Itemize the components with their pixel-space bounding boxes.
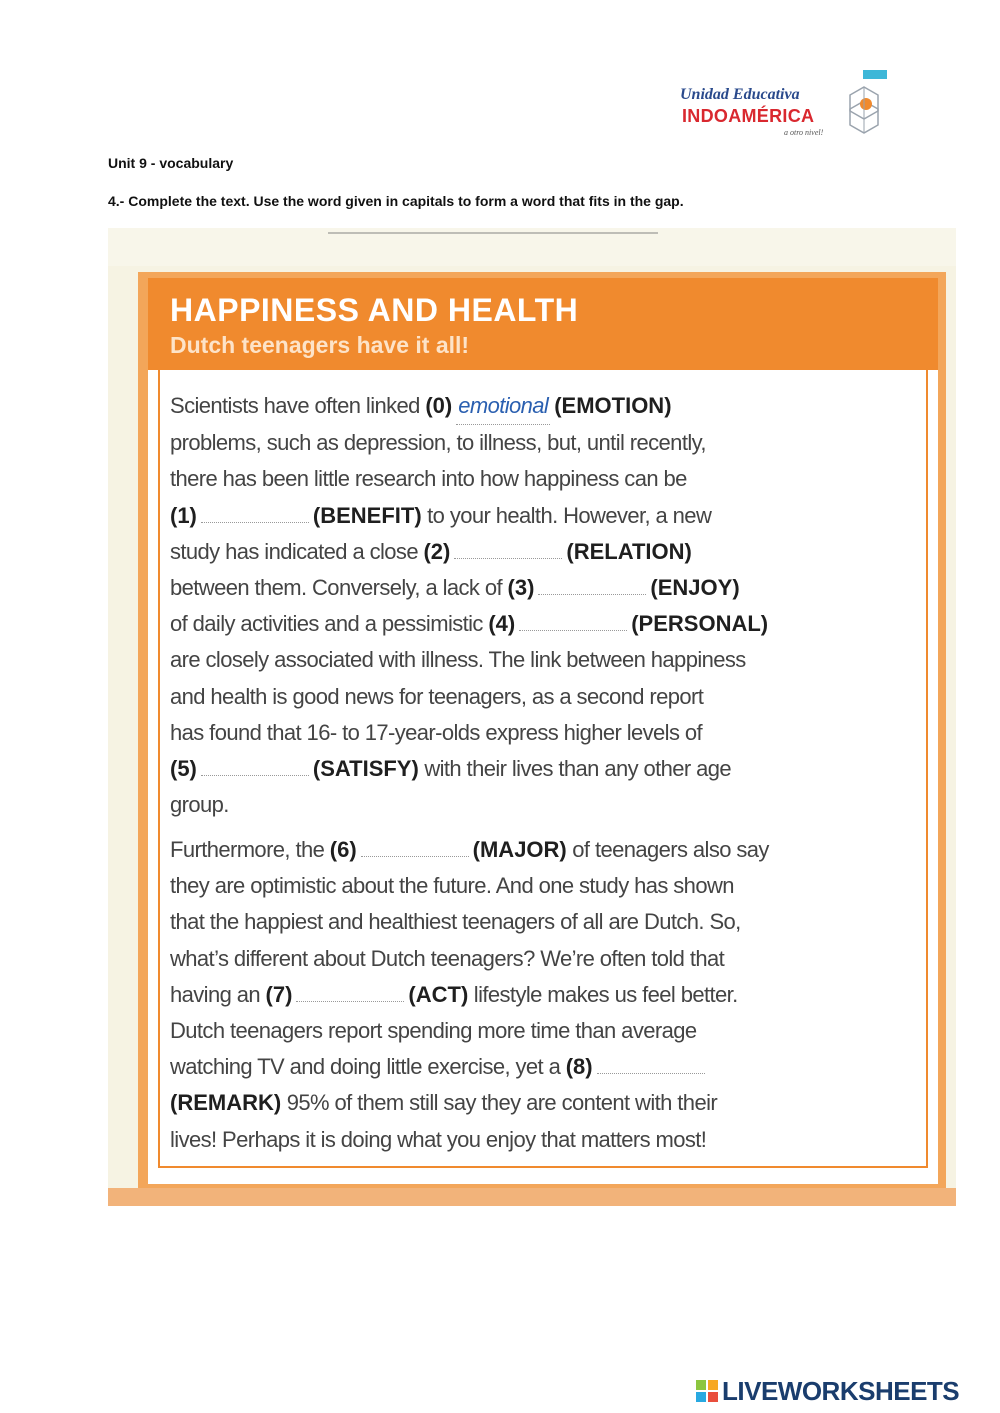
cue-word-5: (SATISFY) xyxy=(312,756,419,782)
gap-5-input[interactable] xyxy=(201,757,309,776)
gap-7-input[interactable] xyxy=(296,983,404,1002)
unit-title: Unit 9 - vocabulary xyxy=(108,155,234,171)
gap-6-input[interactable] xyxy=(361,838,469,857)
textbook-excerpt xyxy=(108,228,956,1206)
article-subtitle: Dutch teenagers have it all! xyxy=(170,332,470,358)
logo-tagline: a otro nivel! xyxy=(784,128,824,137)
paragraph-1: Scientists have often linked (0) emotional (EMOTION) problems, such as depression, to illness, but, until recently, there has been little research into how happiness can be (1) (BENEFIT) to your health. However, a new study has indicated a close (2) (RELATION) between them. Conversely, a lack of (3) (ENJOY) of daily activities and a pessimistic (4) (PERSONAL) are closely associated with illness. The link between happiness and health is good news for teenagers, as a second report has found that 16- to 17-year-olds express higher levels of (5) (SATISFY) with their lives than any other age group. xyxy=(170,388,930,823)
article-header xyxy=(148,278,938,370)
gap-8-input[interactable] xyxy=(597,1055,705,1074)
logo-accent-bar xyxy=(863,70,887,79)
cue-word-2: (RELATION) xyxy=(566,538,692,564)
cue-word-4: (PERSONAL) xyxy=(631,611,769,637)
example-answer: emotional xyxy=(456,388,550,425)
liveworksheets-wordmark: LIVEWORKSHEETS xyxy=(722,1376,960,1406)
school-logo xyxy=(680,70,890,140)
cropped-text-line xyxy=(328,228,658,234)
gap-1-input[interactable] xyxy=(201,504,309,523)
cue-word-7: (ACT) xyxy=(408,981,469,1007)
hexagon-emblem-icon xyxy=(846,84,882,134)
logo-line-2: INDOAMÉRICA xyxy=(682,106,815,126)
cue-word-8: (REMARK) xyxy=(170,1090,282,1116)
cue-word-3: (ENJOY) xyxy=(650,575,740,601)
logo-line-1: Unidad Educativa xyxy=(680,86,800,103)
cue-word-6: (MAJOR) xyxy=(472,837,567,862)
gap-2-input[interactable] xyxy=(454,540,562,559)
exercise-instruction: 4.- Complete the text. Use the word given in capitals to form a word that fits in the gap. xyxy=(108,193,684,209)
gap-3-input[interactable] xyxy=(538,576,646,595)
gap-number-1: (1) xyxy=(170,502,197,528)
gap-number-6: (6) xyxy=(329,837,357,862)
liveworksheets-blocks-icon xyxy=(696,1380,718,1402)
cue-word-1: (BENEFIT) xyxy=(312,502,422,528)
article-title: HAPPINESS AND HEALTH xyxy=(170,292,579,328)
gap-number-8: (8) xyxy=(565,1054,593,1080)
gap-number-5: (5) xyxy=(170,756,197,782)
cue-word-0: (EMOTION) xyxy=(554,393,672,418)
article-panel xyxy=(148,278,938,1184)
paragraph-2: Furthermore, the (6) (MAJOR) of teenagers also say they are optimistic about the future. And one study has shown that the happiest and healthiest teenagers of all are Dutch. So, what’s different about Dutch teenagers? We’re often told that having an (7) (ACT) lifestyle makes us feel better. Dutch teenagers report spending more time than average watching TV and doing little exercise, yet a (8) (REMARK) 95% of them still say they are content with their lives! Perhaps it is doing what you enjoy that matters most! xyxy=(170,837,769,1152)
gap-number-3: (3) xyxy=(507,575,535,601)
gap-number-7: (7) xyxy=(265,981,293,1007)
gap-number-4: (4) xyxy=(488,611,516,637)
gap-number-2: (2) xyxy=(423,538,451,564)
gap-4-input[interactable] xyxy=(519,612,627,631)
gap-number-0: (0) xyxy=(425,393,453,418)
